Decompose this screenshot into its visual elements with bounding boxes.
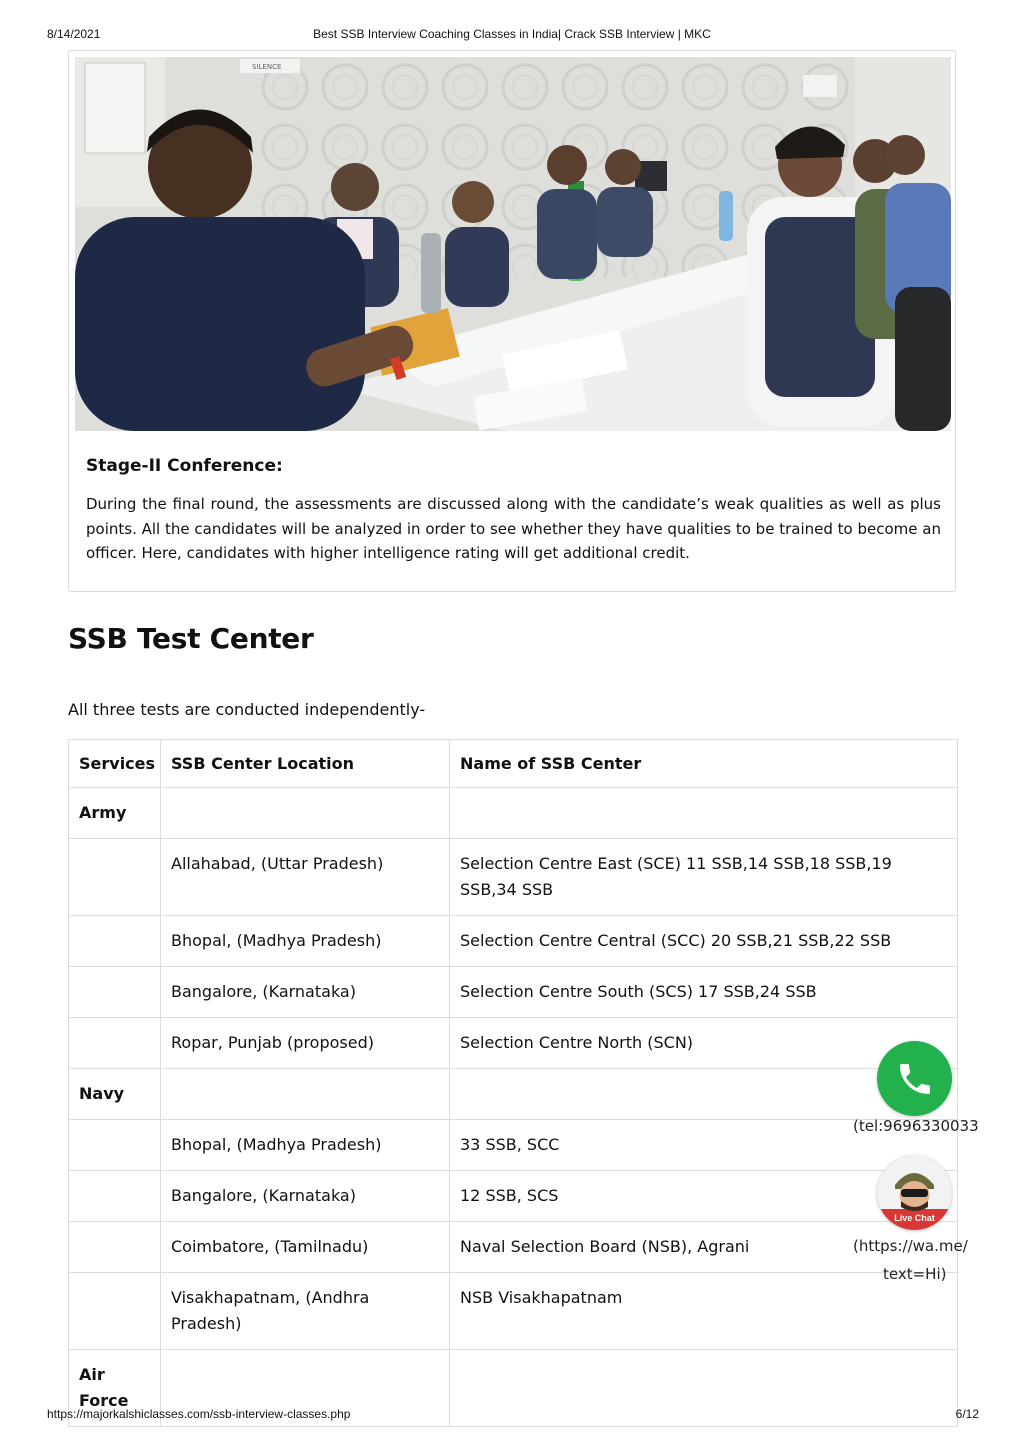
table-row — [69, 1171, 958, 1222]
table-row — [69, 788, 958, 839]
print-url: https://majorkalshiclasses.com/ssb-interview-classes.php — [47, 1407, 351, 1421]
header-location: SSB Center Location — [161, 740, 450, 788]
print-page-number: 6/12 — [955, 1407, 979, 1421]
center-cell — [450, 788, 958, 839]
service-cell — [69, 839, 161, 916]
phone-icon — [895, 1059, 935, 1099]
table-row — [69, 1222, 958, 1273]
location-cell: Bangalore, (Karnataka) — [161, 967, 450, 1018]
table-row — [69, 1120, 958, 1171]
section-title: SSB Test Center — [68, 622, 314, 655]
print-header — [0, 27, 1024, 43]
table-row — [69, 839, 958, 916]
print-date: 8/14/2021 — [47, 27, 101, 41]
service-cell — [69, 967, 161, 1018]
service-cell — [69, 1222, 161, 1273]
location-cell: Bhopal, (Madhya Pradesh) — [161, 1120, 450, 1171]
location-cell: Bhopal, (Madhya Pradesh) — [161, 916, 450, 967]
location-cell: Coimbatore, (Tamilnadu) — [161, 1222, 450, 1273]
service-cell — [69, 1120, 161, 1171]
center-cell: NSB Visakhapatnam — [450, 1273, 958, 1350]
location-cell: Visakhapatnam, (Andhra Pradesh) — [161, 1273, 450, 1350]
live-chat-label: Live Chat — [894, 1213, 935, 1223]
location-cell: Bangalore, (Karnataka) — [161, 1171, 450, 1222]
location-cell — [161, 1069, 450, 1120]
service-cell: Air Force — [69, 1350, 161, 1427]
center-cell: Selection Centre East (SCE) 11 SSB,14 SSB,18 SSB,19 SSB,34 SSB — [450, 839, 958, 916]
center-cell: 33 SSB, SCC — [450, 1120, 958, 1171]
classroom-photo — [75, 57, 951, 431]
service-cell — [69, 1018, 161, 1069]
stage-heading: Stage-II Conference: — [86, 456, 283, 476]
print-footer — [0, 1407, 1024, 1423]
whatsapp-link-text[interactable] — [853, 1232, 979, 1288]
service-cell — [69, 1171, 161, 1222]
service-cell — [69, 1273, 161, 1350]
center-cell: Naval Selection Board (NSB), Agrani — [450, 1222, 958, 1273]
location-cell — [161, 788, 450, 839]
center-cell: Selection Centre North (SCN) — [450, 1018, 958, 1069]
center-cell: Selection Centre South (SCS) 17 SSB,24 SSB — [450, 967, 958, 1018]
call-button[interactable] — [877, 1041, 952, 1116]
classroom-photo-illustration — [75, 57, 951, 431]
whatsapp-link-line1: (https://wa.me/ — [853, 1237, 968, 1255]
center-cell: 12 SSB, SCS — [450, 1171, 958, 1222]
live-chat-button[interactable] — [877, 1155, 952, 1230]
table-row — [69, 916, 958, 967]
sign-silence: SILENCE — [252, 63, 282, 71]
table-row — [69, 1018, 958, 1069]
phone-link-text[interactable]: (tel:9696330033 — [853, 1117, 979, 1135]
header-services: Services — [69, 740, 161, 788]
table-row — [69, 1273, 958, 1350]
location-cell: Allahabad, (Uttar Pradesh) — [161, 839, 450, 916]
table-header-row — [69, 740, 958, 788]
section-intro: All three tests are conducted independently- — [68, 700, 426, 719]
location-cell: Ropar, Punjab (proposed) — [161, 1018, 450, 1069]
service-cell — [69, 916, 161, 967]
table-row — [69, 1069, 958, 1120]
print-page-title: Best SSB Interview Coaching Classes in India| Crack SSB Interview | MKC — [313, 27, 711, 41]
center-cell: Selection Centre Central (SCC) 20 SSB,21 SSB,22 SSB — [450, 916, 958, 967]
header-center-name: Name of SSB Center — [450, 740, 958, 788]
stage-description: During the final round, the assessments are discussed along with the candidate’s weak qualities as well as plus points. All the candidates will be analyzed in order to see whether they have qualities to be trained to become an officer. Here, candidates with higher intelligence rating will get additional credit. — [86, 495, 941, 562]
table-row — [69, 967, 958, 1018]
service-cell: Navy — [69, 1069, 161, 1120]
whatsapp-link-line2: text=Hi) — [883, 1265, 947, 1283]
stage-card — [68, 50, 956, 592]
ssb-centers-table — [68, 739, 958, 1427]
service-cell: Army — [69, 788, 161, 839]
